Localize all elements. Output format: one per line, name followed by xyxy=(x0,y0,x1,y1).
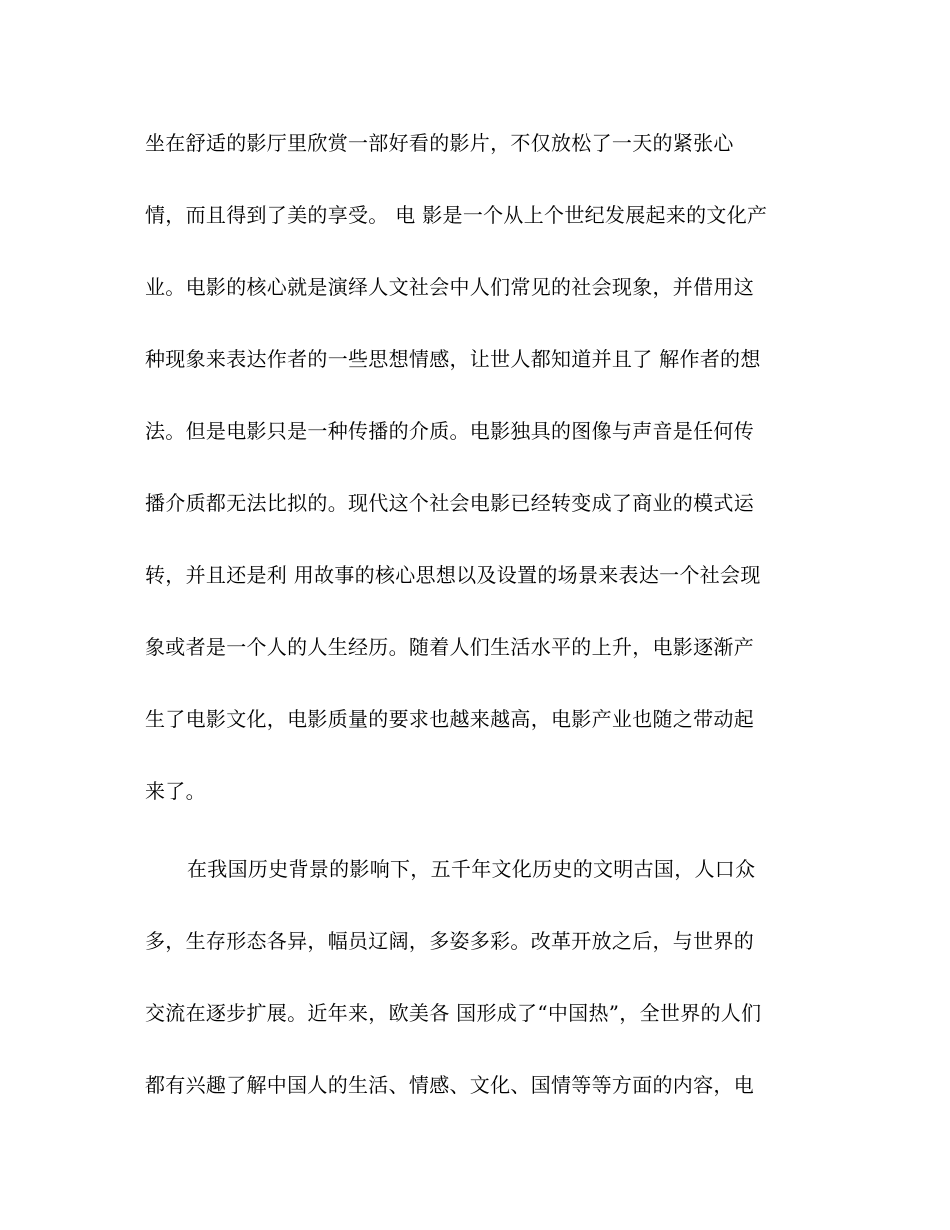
paragraph-2-line-1: 在我国历史背景的影响下，五千年文化历史的文明古国，人口众 xyxy=(187,857,756,881)
paragraph-1-line-6: 播介质都无法比拟的。现代这个社会电影已经转变成了商业的模式运 xyxy=(145,491,754,515)
paragraph-1-line-8: 象或者是一个人的人生经历。随着人们生活水平的上升，电影逐渐产 xyxy=(145,635,754,659)
paragraph-2-line-4: 都有兴趣了解中国人的生活、情感、文化、国情等等方面的内容，电 xyxy=(145,1073,754,1097)
paragraph-1-line-3: 业。电影的核心就是演绎人文社会中人们常见的社会现象，并借用这 xyxy=(145,275,754,299)
paragraph-2-line-3: 交流在逐步扩展。近年来，欧美各 国形成了“中国热”，全世界的人们 xyxy=(145,1001,762,1025)
paragraph-2-line-2: 多，生存形态各异，幅员辽阔，多姿多彩。改革开放之后，与世界的 xyxy=(145,929,754,953)
paragraph-1-line-7: 转，并且还是利 用故事的核心思想以及设置的场景来表达一个社会现 xyxy=(145,563,761,587)
paragraph-1-line-10: 来了。 xyxy=(145,779,206,803)
paragraph-1-line-9: 生了电影文化，电影质量的要求也越来越高，电影产业也随之带动起 xyxy=(145,707,754,731)
paragraph-1-line-5: 法。但是电影只是一种传播的介质。电影独具的图像与声音是任何传 xyxy=(145,419,754,443)
paragraph-1-line-2: 情，而且得到了美的享受。 电 影是一个从上个世纪发展起来的文化产 xyxy=(145,203,768,227)
paragraph-1-line-4: 种现象来表达作者的一些思想情感，让世人都知道并且了 解作者的想 xyxy=(145,347,761,371)
paragraph-1-line-1: 坐在舒适的影厅里欣赏一部好看的影片，不仅放松了一天的紧张心 xyxy=(145,131,734,155)
